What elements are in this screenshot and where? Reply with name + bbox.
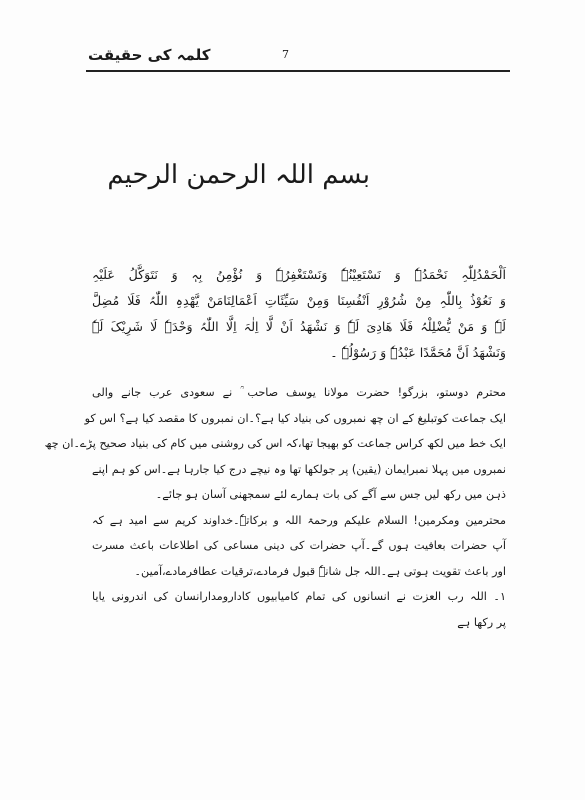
urdu-line: نمبروں میں پہلا نمبرایمان (یقین) پر جولکھا تھا وہ نیچے درج کیا جارہا ہے۔اس کو ہم اپنے (92, 462, 506, 476)
urdu-line: آپ حضرات بعافیت ہوں گے۔آپ حضرات کی دینی مساعی کی اطلاعات باعث مسرت (92, 539, 506, 552)
urdu-line: ۱۔ اللہ رب العزت نے انسانوں کی تمام کامیابیوں کادارومدارانسان کی اندرونی یایا (92, 590, 506, 603)
page-number: 7 (282, 48, 289, 61)
arabic-khutbah (92, 262, 506, 366)
urdu-body-text (44, 380, 506, 635)
urdu-line: ذہن میں رکھ لیں جس سے آگے کی بات ہمارے لئے سمجھنی آسان ہو جائے۔ (155, 488, 506, 501)
urdu-line: اور باعث تقویت ہوتی ہے۔اللہ جل شانہٗ قبول فرمادے،ترقیات عطافرمادے،آمین۔ (134, 564, 506, 578)
running-title: کلمہ کی حقیقت (88, 46, 211, 64)
arabic-line: وَ نَعُوْذُ بِاللّٰہِ مِنْ شُرُوْرِ اَنْفُسِنَا وَمِنْ سَیِّئَاتِ اَعْمَالِنَامَنْ یَّھْدِہِ اللّٰہُ فَلَا مُضِلَّ (92, 293, 506, 308)
urdu-line: محترم دوستو، بزرگو! حضرت مولانا یوسف صاحب ؒ نے سعودی عرب جانے والی (92, 386, 506, 399)
arabic-line: لَہٗ وَ مَنْ یُّضْلِلْہُ فَلَا ھَادِیَ لَہٗ وَ نَشْھَدُ اَنْ لَّا اِلٰہَ اِلَّا اللّٰہُ وَحْدَہٗ لَا شَرِیْکَ لَہٗ (92, 319, 506, 334)
arabic-line: اَلْحَمْدُلِلّٰہِ نَحْمَدُہٗ وَ نَسْتَعِیْنُہٗ وَنَسْتَغْفِرُہٗ وَ نُؤْمِنُ بِہٖ وَ نَتَوَکَّلُ عَلَیْہِ (92, 267, 506, 282)
urdu-line: پر رکھا ہے (457, 615, 506, 629)
page-header (88, 40, 508, 70)
urdu-line: ایک خط میں لکھ کراس جماعت کو بھیجا تھا،کہ اس کی روشنی میں کام کی بنیاد صحیح پڑے۔ان چھ (44, 437, 506, 450)
header-rule (86, 70, 510, 72)
arabic-line: وَنَشْھَدُ اَنَّ مُحَمَّدًا عَبْدُہٗ وَ رَسُوْلُہٗ ۔ (330, 345, 506, 360)
urdu-line: محترمین ومکرمین! السلام علیکم ورحمۃ اللہ و برکاتہٗ۔خداوند کریم سے امید ہے کہ (92, 513, 506, 527)
bismillah-calligraphy: بسم اللہ الرحمن الرحیم (107, 160, 370, 190)
urdu-line: ایک جماعت کوتبلیغ کے ان چھ نمبروں کی بنیاد کیا ہے؟۔ان نمبروں کا مقصد کیا ہے؟ اس کو (84, 411, 506, 425)
